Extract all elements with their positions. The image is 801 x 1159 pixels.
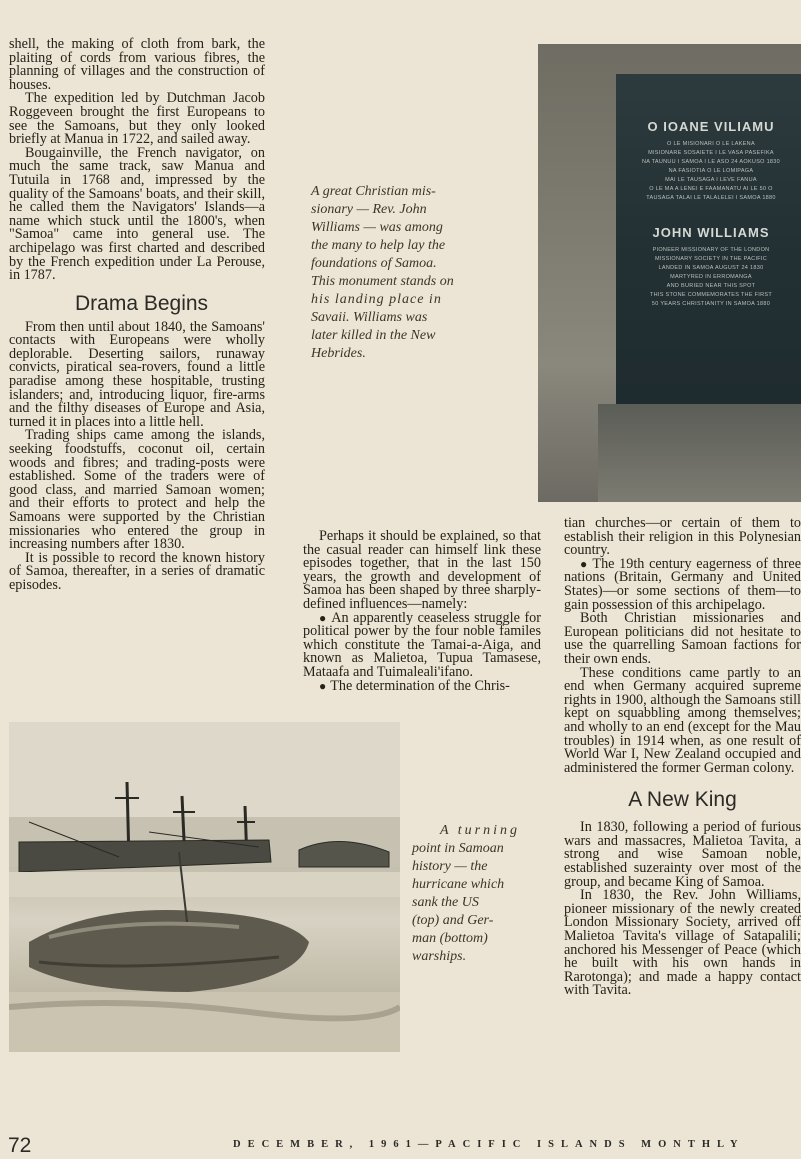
monument-photo xyxy=(538,44,801,502)
column-left xyxy=(9,38,265,593)
paragraph: It is possible to record the known history of Samoa, thereafter, in a series of dramatic episodes. xyxy=(9,549,265,593)
bullet-text: The determination of the Chris- xyxy=(330,677,510,694)
inscription-line: THIS STONE COMMEMORATES THE FIRST xyxy=(649,292,773,298)
inscription-line: MAI LE TAUSAGA I LEVE FANUA xyxy=(665,177,757,183)
caption-line: later killed in the New xyxy=(311,328,436,343)
caption-line: foundations of Samoa. xyxy=(311,256,437,271)
paragraph: Bougainville, the French navigator, on much the same track, saw Manua and Tutuila in 1768 and, impressed by the quality of the Samoans' boats, and their skill, he called them the Navigators' Islands—a name which stuck until the 1800's, when "Samoa" came into general use. The archipelago was first charted and described by the French expedition under La Perouse, in 1787. xyxy=(9,144,265,284)
column-middle xyxy=(303,530,541,693)
bullet-text: An apparently ceaseless struggle for political power by the four noble familes which constitute the Tamai-a-Aiga, and known as Malietoa, Tupua Tamasese, Mataafa and Tuimaleali'ifano. xyxy=(303,609,541,680)
paragraph: In 1830, the Rev. John Williams, pioneer missionary of the newly created London Missionary Society, arrived off Malietoa Tavita's village of Satapalili; anchored his Messenger of Peace (which he built with his own hands in Rarotonga); and made a happy contact with Tavita. xyxy=(564,887,801,998)
bullet-paragraph xyxy=(564,555,801,613)
caption-line: his landing place in xyxy=(311,292,442,307)
inscription-line: O LE MA A LENEI E FAAMANATU AI LE 50 O xyxy=(649,186,773,192)
caption-line: Savaii. Williams was xyxy=(311,310,428,325)
monument-inscription xyxy=(626,119,796,309)
caption-line: the many to help lay the xyxy=(311,238,446,253)
caption-line: Williams — was among xyxy=(311,220,443,235)
caption-line: sionary — Rev. John xyxy=(311,202,427,217)
paragraph: In 1830, following a period of furious wars and massacres, Malietoa Tavita, a strong and wise Samoan noble, established suzerainty over most of the group, and became King of Samoa. xyxy=(564,819,801,890)
wrecks-caption xyxy=(412,822,520,966)
inscription-line: O LE MISIONARI O LE LAKENA xyxy=(667,141,755,147)
inscription-line: 50 YEARS CHRISTIANITY IN SAMOA 1880 xyxy=(651,301,771,307)
caption-line: sank the US xyxy=(412,895,479,910)
caption-line: history — the xyxy=(412,859,488,874)
warship-wrecks-photo xyxy=(9,722,400,1052)
paragraph: The expedition led by Dutchman Jacob Roggeveen brought the first Europeans to see the Samoans, but they only looked briefly at Manua in 1722, and sailed away. xyxy=(9,90,265,148)
bullet-paragraph xyxy=(303,609,541,680)
inscription-line: MISSIONARY SOCIETY IN THE PACIFIC xyxy=(654,256,768,262)
bullet-paragraph xyxy=(303,677,541,694)
column-right xyxy=(564,517,801,998)
running-footer: DECEMBER, 1961—PACIFIC ISLANDS MONTHLY xyxy=(233,1139,745,1150)
inscription-title-samoan: O IOANE VILIAMU xyxy=(647,119,775,134)
bullet-icon: ● xyxy=(580,556,589,571)
wrecks-illustration xyxy=(9,722,400,1052)
monument-base xyxy=(598,404,801,502)
caption-line: Hebrides. xyxy=(311,346,366,361)
inscription-title-english: JOHN WILLIAMS xyxy=(652,225,770,240)
monument-caption xyxy=(311,183,483,363)
section-heading-drama-begins: Drama Begins xyxy=(75,291,209,315)
paragraph: Both Christian missionaries and European politicians did not hesitate to use the quarrelling Samoan factions for their own ends. xyxy=(564,610,801,667)
caption-line: A turning xyxy=(439,823,520,838)
paragraph: These conditions came partly to an end when Germany acquired supreme rights in 1900, although the Samoans still kept on squabbling among themselves; and wholly to an end (except for the Mau troubles) in 1914 when, as one result of World War I, New Zealand occupied and administered the former German colony. xyxy=(564,664,801,776)
caption-line: hurricane which xyxy=(412,877,505,892)
caption-line: (top) and Ger- xyxy=(412,913,494,928)
bullet-icon: ● xyxy=(319,610,328,625)
inscription-line: NA FASIOTIA O LE LOMIPAGA xyxy=(668,168,754,174)
section-heading-a-new-king: A New King xyxy=(628,788,737,812)
bullet-text: The 19th century eagerness of three nations (Britain, Germany and United States)—or some sections of them—to gain possession of this archipelago. xyxy=(564,555,801,613)
inscription-line: MISIONARE SOSAIETE I LE VASA PASEFIKA xyxy=(648,150,774,156)
caption-line: warships. xyxy=(412,949,467,964)
paragraph: Trading ships came among the islands, seeking foodstuffs, coconut oil, certain woods and fibres; and trading-posts were established. Some of the traders were of good class, and married Samoan women; and their efforts to protect and help the Samoans were supported by the Christian missionaries who entered the group in increasing numbers after 1830. xyxy=(9,427,265,553)
bullet-icon: ● xyxy=(319,678,327,693)
inscription-line: MARTYRED IN ERROMANGA xyxy=(670,274,752,280)
inscription-line: TAUSAGA TALAI LE TALALELEI I SAMOA 1880 xyxy=(646,195,776,201)
caption-line: man (bottom) xyxy=(412,931,488,946)
inscription-line: PIONEER MISSIONARY OF THE LONDON xyxy=(652,247,770,253)
paragraph: shell, the making of cloth from bark, the plaiting of cords from various fibres, the planning of villages and the construction of houses. xyxy=(9,36,265,93)
paragraph: From then until about 1840, the Samoans' contacts with Europeans were wholly deplorable. Deserting sailors, runaway convicts, piratical sea-rovers, found a little paradise among these hospitable, trusting islanders; and, introducing liquor, fire-arms and the filthy diseases of Europe and Asia, turned it in places into a little hell. xyxy=(9,318,265,430)
page-number: 72 xyxy=(8,1134,32,1157)
paragraph: Perhaps it should be explained, so that the casual reader can himself link these episodes together, that in the last 150 years, the growth and development of Samoa has been shaped by three sharply-defined influences—namely: xyxy=(303,528,541,612)
inscription-line: AND BURIED NEAR THIS SPOT xyxy=(666,283,756,289)
caption-line: point in Samoan xyxy=(412,841,504,856)
inscription-line: NA TAUNUU I SAMOA I LE ASO 24 AOKUSO 1830 xyxy=(641,159,781,165)
caption-line: This monument stands on xyxy=(311,274,454,289)
paragraph: tian churches—or certain of them to establish their religion in this Polynesian country. xyxy=(564,517,801,559)
caption-line: A great Christian mis- xyxy=(311,184,436,199)
inscription-line: LANDED IN SAMOA AUGUST 24 1830 xyxy=(658,265,764,271)
